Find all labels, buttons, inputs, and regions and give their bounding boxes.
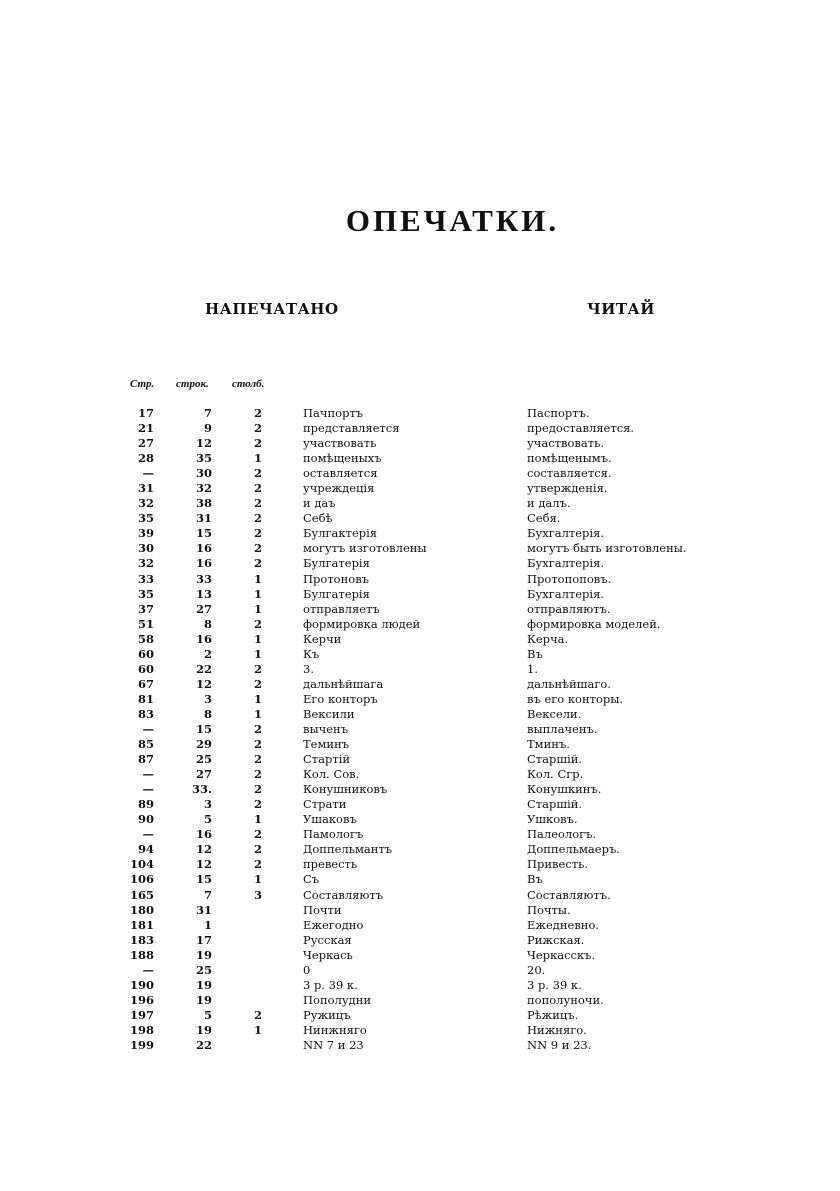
- errata-row: [0, 993, 840, 1008]
- errata-row: [0, 933, 840, 948]
- errata-row: [0, 421, 840, 436]
- errata-row: [0, 752, 840, 767]
- errata-row: [0, 496, 840, 511]
- printed-column-header: НАПЕЧАТАНО: [205, 300, 339, 318]
- row-page-number: 27: [137, 436, 154, 451]
- row-printed-text: помѣщеныхъ: [303, 451, 382, 466]
- row-corrected-text: Керча.: [527, 631, 569, 646]
- row-printed-text: учреждеція: [303, 481, 375, 496]
- row-column-number: 2: [253, 526, 262, 541]
- row-page-number: 181: [129, 917, 154, 932]
- row-line-number: 2: [203, 646, 212, 661]
- row-printed-text: Булгактерія: [303, 526, 378, 541]
- row-printed-text: Къ: [303, 646, 320, 661]
- row-corrected-text: Составляютъ.: [527, 887, 611, 902]
- row-printed-text: Его конторъ: [303, 691, 378, 706]
- errata-row: [0, 632, 840, 647]
- row-printed-text: представляется: [303, 421, 400, 436]
- row-line-number: 8: [203, 706, 212, 721]
- row-page-number: 17: [137, 406, 154, 420]
- row-printed-text: формировка людей: [303, 616, 421, 631]
- row-page-number: 81: [137, 691, 154, 706]
- row-page-number: 188: [129, 947, 154, 962]
- row-corrected-text: пополуночи.: [527, 992, 604, 1007]
- row-column-number: 2: [253, 406, 262, 420]
- row-line-number: 15: [195, 721, 212, 736]
- row-page-number: 196: [129, 992, 154, 1007]
- errata-row: [0, 737, 840, 752]
- row-line-number: 31: [195, 511, 212, 526]
- row-corrected-text: Нижняго.: [527, 1022, 587, 1037]
- row-column-number: 2: [253, 797, 262, 812]
- errata-row: [0, 827, 840, 842]
- row-line-number: 5: [203, 812, 212, 827]
- row-printed-text: Доппельмантъ: [303, 842, 393, 857]
- errata-row: [0, 526, 840, 541]
- row-page-number: 35: [137, 586, 154, 601]
- row-printed-text: 3.: [303, 661, 314, 676]
- errata-row: [0, 647, 840, 662]
- row-corrected-text: Бухгалтерія.: [527, 556, 605, 571]
- row-line-number: 17: [195, 932, 212, 947]
- column-subheader: столб.: [232, 378, 265, 390]
- page-title: ОПЕЧАТКИ.: [345, 203, 560, 238]
- row-page-number: 37: [137, 601, 154, 616]
- row-printed-text: 3 р. 39 к.: [303, 977, 358, 992]
- row-column-number: 2: [253, 737, 262, 752]
- row-corrected-text: Въ: [527, 646, 543, 661]
- row-page-number: —: [142, 827, 154, 842]
- row-column-number: 2: [253, 842, 262, 857]
- row-column-number: 2: [253, 421, 262, 436]
- row-page-number: 94: [137, 842, 154, 857]
- row-column-number: 1: [253, 571, 262, 586]
- row-column-number: 1: [253, 691, 262, 706]
- row-column-number: 2: [253, 721, 262, 736]
- row-corrected-text: Въ: [527, 872, 543, 887]
- row-page-number: 197: [129, 1007, 154, 1022]
- row-line-number: 3: [203, 797, 212, 812]
- errata-row: [0, 602, 840, 617]
- row-printed-text: NN 7 и 23: [303, 1037, 364, 1052]
- row-column-number: 2: [253, 767, 262, 782]
- row-page-number: 33: [137, 571, 154, 586]
- row-page-number: 190: [129, 977, 154, 992]
- errata-row: [0, 918, 840, 933]
- row-page-number: 31: [137, 481, 154, 496]
- row-printed-text: Стартій: [303, 752, 351, 767]
- row-corrected-text: участвовать.: [527, 436, 605, 451]
- errata-row: [0, 722, 840, 737]
- row-corrected-text: Черкасскъ.: [527, 947, 596, 962]
- row-page-number: 198: [129, 1022, 154, 1037]
- row-corrected-text: Бухгалтерія.: [527, 586, 605, 601]
- row-line-number: 30: [195, 466, 212, 481]
- errata-row: [0, 888, 840, 903]
- row-corrected-text: Доппельмаеръ.: [527, 842, 620, 857]
- row-column-number: 1: [253, 631, 262, 646]
- row-printed-text: Памологъ: [303, 827, 364, 842]
- errata-row: [0, 812, 840, 827]
- row-page-number: —: [142, 767, 154, 782]
- row-line-number: 31: [195, 902, 212, 917]
- row-line-number: 19: [195, 1022, 212, 1037]
- row-column-number: 2: [253, 481, 262, 496]
- row-line-number: 35: [195, 451, 212, 466]
- row-page-number: —: [142, 962, 154, 977]
- row-column-number: 1: [253, 872, 262, 887]
- row-line-number: 8: [203, 616, 212, 631]
- row-column-number: 1: [253, 812, 262, 827]
- row-line-number: 19: [195, 977, 212, 992]
- errata-row: [0, 481, 840, 496]
- row-page-number: 83: [137, 706, 154, 721]
- row-column-number: 1: [253, 601, 262, 616]
- row-line-number: 19: [195, 992, 212, 1007]
- errata-row: [0, 541, 840, 556]
- row-line-number: 1: [203, 917, 212, 932]
- row-page-number: 199: [129, 1037, 154, 1052]
- row-column-number: 2: [253, 616, 262, 631]
- row-corrected-text: составляется.: [527, 466, 612, 481]
- row-line-number: 12: [195, 842, 212, 857]
- row-column-number: 2: [253, 827, 262, 842]
- row-printed-text: Составляютъ: [303, 887, 384, 902]
- row-column-number: 2: [253, 511, 262, 526]
- row-corrected-text: NN 9 и 23.: [527, 1037, 592, 1052]
- row-column-number: 2: [253, 661, 262, 676]
- row-page-number: 104: [129, 857, 154, 872]
- row-line-number: 33: [195, 571, 212, 586]
- row-page-number: 180: [129, 902, 154, 917]
- errata-row: [0, 857, 840, 872]
- row-line-number: 16: [195, 541, 212, 556]
- row-page-number: —: [142, 782, 154, 797]
- row-corrected-text: и далъ.: [527, 496, 571, 511]
- row-page-number: 89: [137, 797, 154, 812]
- row-printed-text: Теминъ: [303, 737, 350, 752]
- row-column-number: 1: [253, 1022, 262, 1037]
- row-printed-text: Себѣ: [303, 511, 333, 526]
- row-printed-text: Кол. Сов.: [303, 767, 360, 782]
- errata-row: [0, 767, 840, 782]
- row-printed-text: Пополудни: [303, 992, 372, 1007]
- row-column-number: 2: [253, 782, 262, 797]
- row-line-number: 7: [203, 406, 212, 420]
- row-printed-text: Страти: [303, 797, 347, 812]
- row-corrected-text: 1.: [527, 661, 538, 676]
- row-printed-text: Булгатерія: [303, 586, 370, 601]
- row-printed-text: 0: [303, 962, 311, 977]
- row-corrected-text: въ его конторы.: [527, 691, 624, 706]
- errata-row: [0, 978, 840, 993]
- row-corrected-text: 20.: [527, 962, 546, 977]
- row-line-number: 38: [195, 496, 212, 511]
- row-page-number: 183: [129, 932, 154, 947]
- row-line-number: 32: [195, 481, 212, 496]
- row-printed-text: Нинжняго: [303, 1022, 367, 1037]
- row-corrected-text: Почты.: [527, 902, 571, 917]
- errata-row: [0, 1008, 840, 1023]
- row-corrected-text: выплаченъ.: [527, 721, 598, 736]
- row-line-number: 19: [195, 947, 212, 962]
- row-line-number: 22: [195, 661, 212, 676]
- row-page-number: 51: [137, 616, 154, 631]
- row-page-number: 60: [137, 646, 154, 661]
- row-printed-text: Конушниковъ: [303, 782, 388, 797]
- row-page-number: 58: [137, 631, 154, 646]
- row-column-number: 1: [253, 586, 262, 601]
- row-page-number: 32: [137, 496, 154, 511]
- row-printed-text: Русская: [303, 932, 352, 947]
- row-page-number: 28: [137, 451, 154, 466]
- row-line-number: 16: [195, 556, 212, 571]
- row-line-number: 13: [195, 586, 212, 601]
- row-column-number: 2: [253, 676, 262, 691]
- row-printed-text: выченъ: [303, 721, 349, 736]
- row-line-number: 12: [195, 436, 212, 451]
- errata-row: [0, 406, 840, 421]
- row-corrected-text: Кол. Сгр.: [527, 767, 584, 782]
- row-page-number: 35: [137, 511, 154, 526]
- row-page-number: 21: [137, 421, 154, 436]
- row-corrected-text: Палеологъ.: [527, 827, 597, 842]
- row-printed-text: Ушаковъ: [303, 812, 357, 827]
- errata-list: [0, 406, 840, 1053]
- row-column-number: 2: [253, 541, 262, 556]
- errata-row: [0, 963, 840, 978]
- row-column-number: 2: [253, 1007, 262, 1022]
- errata-row: [0, 842, 840, 857]
- errata-row: [0, 692, 840, 707]
- row-printed-text: Ежегодно: [303, 917, 364, 932]
- errata-row: [0, 587, 840, 602]
- row-column-number: 3: [253, 887, 262, 902]
- row-corrected-text: могутъ быть изготовлены.: [527, 541, 687, 556]
- errata-row: [0, 707, 840, 722]
- row-page-number: 67: [137, 676, 154, 691]
- row-page-number: 87: [137, 752, 154, 767]
- row-printed-text: Почти: [303, 902, 342, 917]
- row-line-number: 12: [195, 676, 212, 691]
- row-corrected-text: Протопоповъ.: [527, 571, 612, 586]
- row-column-number: 2: [253, 496, 262, 511]
- row-corrected-text: Вексели.: [527, 706, 582, 721]
- row-column-number: 2: [253, 752, 262, 767]
- row-corrected-text: Старшій.: [527, 797, 583, 812]
- row-line-number: 16: [195, 631, 212, 646]
- row-column-number: 2: [253, 556, 262, 571]
- row-page-number: —: [142, 721, 154, 736]
- row-line-number: 12: [195, 857, 212, 872]
- row-printed-text: дальнѣйшага: [303, 676, 384, 691]
- row-line-number: 25: [195, 752, 212, 767]
- row-corrected-text: Рижская.: [527, 932, 585, 947]
- row-printed-text: Булгатерія: [303, 556, 370, 571]
- subheader-row: [130, 378, 264, 390]
- row-line-number: 22: [195, 1037, 212, 1052]
- errata-row: [0, 782, 840, 797]
- row-corrected-text: Рѣжицъ.: [527, 1007, 579, 1022]
- row-printed-text: Керчи: [303, 631, 342, 646]
- row-printed-text: Протоновъ: [303, 571, 369, 586]
- row-line-number: 15: [195, 872, 212, 887]
- row-page-number: 60: [137, 661, 154, 676]
- row-page-number: 90: [137, 812, 154, 827]
- row-printed-text: оставляется: [303, 466, 378, 481]
- row-corrected-text: отправляютъ.: [527, 601, 611, 616]
- row-line-number: 33.: [191, 782, 212, 797]
- errata-row: [0, 1023, 840, 1038]
- row-printed-text: Вексили: [303, 706, 355, 721]
- row-line-number: 16: [195, 827, 212, 842]
- row-page-number: 165: [129, 887, 154, 902]
- row-printed-text: и даъ: [303, 496, 336, 511]
- errata-row: [0, 948, 840, 963]
- row-line-number: 5: [203, 1007, 212, 1022]
- read-column-header: ЧИТАЙ: [587, 300, 655, 318]
- row-page-number: 30: [137, 541, 154, 556]
- row-line-number: 7: [203, 887, 212, 902]
- errata-row: [0, 872, 840, 887]
- row-page-number: 106: [129, 872, 154, 887]
- row-corrected-text: Бухгалтерія.: [527, 526, 605, 541]
- row-corrected-text: Конушкинъ.: [527, 782, 602, 797]
- errata-row: [0, 556, 840, 571]
- row-corrected-text: дальнѣйшаго.: [527, 676, 611, 691]
- row-printed-text: отправляетъ: [303, 601, 380, 616]
- row-column-number: 2: [253, 436, 262, 451]
- row-corrected-text: Ежедневно.: [527, 917, 600, 932]
- row-line-number: 3: [203, 691, 212, 706]
- errata-row: [0, 511, 840, 526]
- row-printed-text: Черкась: [303, 947, 353, 962]
- page-subheader: Стр.: [130, 378, 155, 390]
- errata-row: [0, 1038, 840, 1053]
- row-column-number: 2: [253, 857, 262, 872]
- row-line-number: 27: [195, 601, 212, 616]
- row-corrected-text: Тминъ.: [527, 737, 570, 752]
- row-page-number: —: [142, 466, 154, 481]
- row-printed-text: участвовать: [303, 436, 377, 451]
- row-page-number: 32: [137, 556, 154, 571]
- row-printed-text: могутъ изготовлены: [303, 541, 427, 556]
- row-corrected-text: 3 р. 39 к.: [527, 977, 582, 992]
- row-printed-text: превесть: [303, 857, 358, 872]
- row-page-number: 39: [137, 526, 154, 541]
- row-corrected-text: Ушковъ.: [527, 812, 578, 827]
- row-corrected-text: помѣщенымъ.: [527, 451, 612, 466]
- row-printed-text: Съ: [303, 872, 320, 887]
- row-line-number: 27: [195, 767, 212, 782]
- line-subheader: строк.: [176, 378, 209, 390]
- errata-row: [0, 466, 840, 481]
- row-corrected-text: Старшій.: [527, 752, 583, 767]
- row-printed-text: Пачпортъ: [303, 406, 364, 420]
- errata-row: [0, 677, 840, 692]
- row-column-number: 2: [253, 466, 262, 481]
- row-column-number: 1: [253, 646, 262, 661]
- row-corrected-text: формировка моделей.: [527, 616, 661, 631]
- errata-row: [0, 662, 840, 677]
- row-printed-text: Ружицъ: [303, 1007, 351, 1022]
- row-corrected-text: Себя.: [527, 511, 561, 526]
- errata-row: [0, 797, 840, 812]
- errata-row: [0, 436, 840, 451]
- row-corrected-text: утвержденія.: [527, 481, 608, 496]
- row-line-number: 9: [203, 421, 212, 436]
- errata-row: [0, 451, 840, 466]
- row-line-number: 29: [195, 737, 212, 752]
- row-line-number: 25: [195, 962, 212, 977]
- row-corrected-text: Паспортъ.: [527, 406, 590, 420]
- row-line-number: 15: [195, 526, 212, 541]
- row-corrected-text: Привесть.: [527, 857, 589, 872]
- row-column-number: 1: [253, 451, 262, 466]
- row-corrected-text: предоставляется.: [527, 421, 635, 436]
- row-column-number: 1: [253, 706, 262, 721]
- row-page-number: 85: [137, 737, 154, 752]
- errata-row: [0, 572, 840, 587]
- errata-row: [0, 617, 840, 632]
- errata-row: [0, 903, 840, 918]
